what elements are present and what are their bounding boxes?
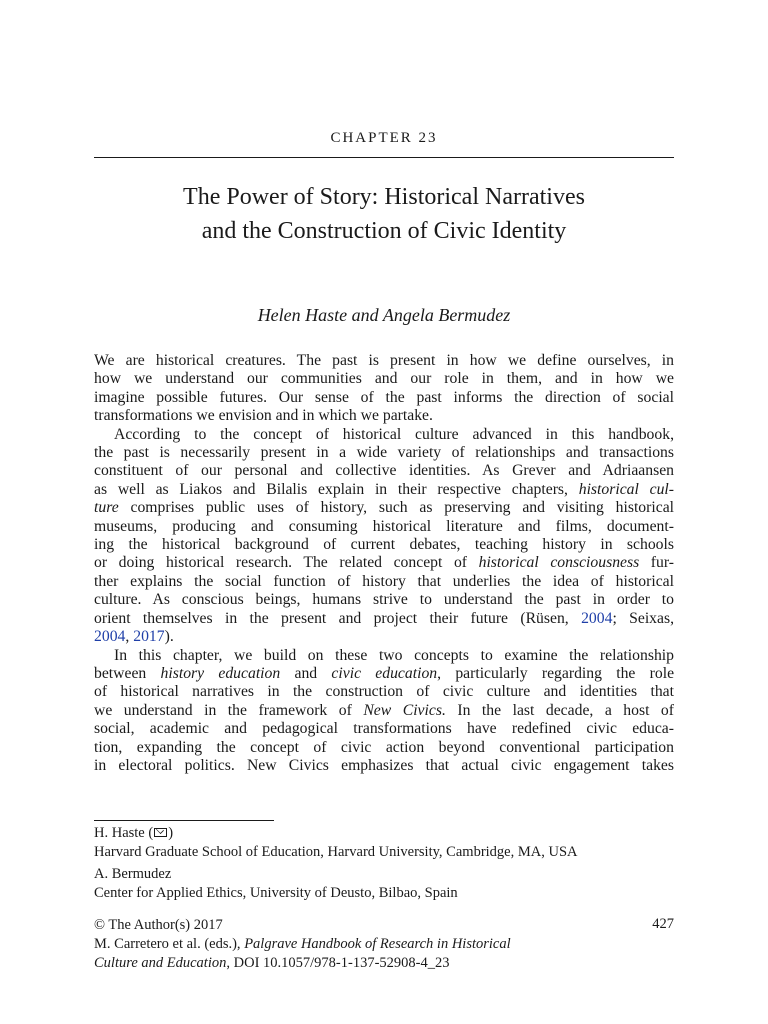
author-1-info [94,824,674,862]
citation-line-2 [94,954,674,973]
text-line: We are historical creatures. The past is present in how we define ourselves, in [94,352,674,369]
text-line: In this chapter, we build on these two concepts to examine the relationship [114,646,674,664]
paragraph-1 [94,352,674,426]
text-segment: or doing historical research. The related concept of [94,554,468,572]
author-2-affiliation: Center for Applied Ethics, University of Deusto, Bilbao, Spain [94,885,458,901]
paragraph-3 [94,647,674,776]
book-title-part-1: Palgrave Handbook of Research in Historical [244,936,511,952]
text-line [94,481,674,499]
term-new-civics: New Civics. [363,701,446,719]
text-line: imagine possible futures. Our sense of the past informs the direction of social [94,388,674,406]
chapter-title [94,180,674,248]
text-segment: , [125,628,134,646]
text-line [94,554,674,572]
author-2-name: A. Bermudez [94,866,172,882]
text-line: tion, expanding the concept of civic action beyond conventional participation [94,738,674,756]
page-number: 427 [652,916,674,932]
paragraph-2 [94,426,674,647]
text-line: According to the concept of historical culture advanced in this handbook, [114,425,674,443]
author-1-name-close: ) [168,825,174,841]
citation-link-seixas-2017[interactable]: 2017 [133,628,165,646]
text-line: how we understand our communities and our role in them, and in how we [94,370,674,388]
text-segment: In the last decade, a host of [457,701,674,719]
title-line-2: and the Construction of Civic Identity [201,218,567,244]
author-2-info [94,865,674,903]
publication-info [94,916,674,973]
chapter-label: CHAPTER 23 [330,130,438,146]
term-historical-culture: historical cul- [578,480,675,498]
text-line: ther explains the social function of history that underlies the idea of historical [94,572,674,590]
text-segment: and [294,664,318,682]
author-1-name [94,824,674,843]
text-line: social, academic and pedagogical transformations have redefined civic educa- [94,720,674,738]
book-title-part-2: Culture and Education [94,955,227,971]
text-line [94,499,674,517]
text-line [94,702,674,720]
text-line: constituent of our personal and collective identities. As Grever and Adriaansen [94,462,674,480]
text-segment: orient themselves in the present and project their future (Rüsen, [94,609,569,627]
text-line: museums, producing and consuming historical literature and films, document- [94,517,674,535]
text-segment: fur- [650,554,674,572]
text-line [94,665,674,683]
text-line: culture. As conscious beings, humans strive to understand the past in order to [94,591,674,609]
term-civic-education: civic education [331,664,438,682]
text-segment: ; Seixas, [612,609,675,627]
title-line-1: The Power of Story: Historical Narratives [183,184,585,210]
citation-link-rusen-2004[interactable]: 2004 [581,609,613,627]
citation-editors: M. Carretero et al. (eds.), [94,936,241,952]
text-line [94,628,674,646]
citation-line-1 [94,935,674,954]
term-historical-culture-cont: ture [94,499,119,517]
text-line: in electoral politics. New Civics emphasizes that actual civic engagement takes [94,756,674,774]
text-segment: comprises public uses of history, such as preserving and visiting historical [130,499,675,517]
text-line: transformations we envision and in which we partake. [94,407,433,425]
text-segment: we understand in the framework of [94,701,352,719]
text-segment: as well as Liakos and Bilalis explain in their respective chapters, [94,480,568,498]
author-1-affiliation: Harvard Graduate School of Education, Harvard University, Cambridge, MA, USA [94,844,578,860]
text-segment: , particularly regarding the role [437,664,675,682]
doi: , DOI 10.1057/978-1-137-52908-4_23 [226,955,450,971]
footnote-rule [94,820,274,821]
text-segment: ). [164,628,174,646]
term-history-education: history education [160,664,281,682]
text-line: the past is necessarily present in a wide variety of relationships and transactions [94,444,674,462]
term-historical-consciousness: historical consciousness [478,554,640,572]
mail-icon[interactable] [154,828,167,837]
author-names: Helen Haste and Angela Bermudez [257,305,511,325]
text-segment: between [94,664,147,682]
author-1-name-text: H. Haste ( [94,825,154,841]
citation-link-seixas-2004[interactable]: 2004 [94,628,126,646]
header-rule [94,157,674,158]
text-line [94,610,674,628]
body-text [94,352,674,775]
text-line: ing the historical background of current debates, teaching history in schools [94,536,674,554]
text-line: of historical narratives in the construction of civic culture and identities that [94,683,674,701]
copyright: © The Author(s) 2017 [94,917,223,933]
